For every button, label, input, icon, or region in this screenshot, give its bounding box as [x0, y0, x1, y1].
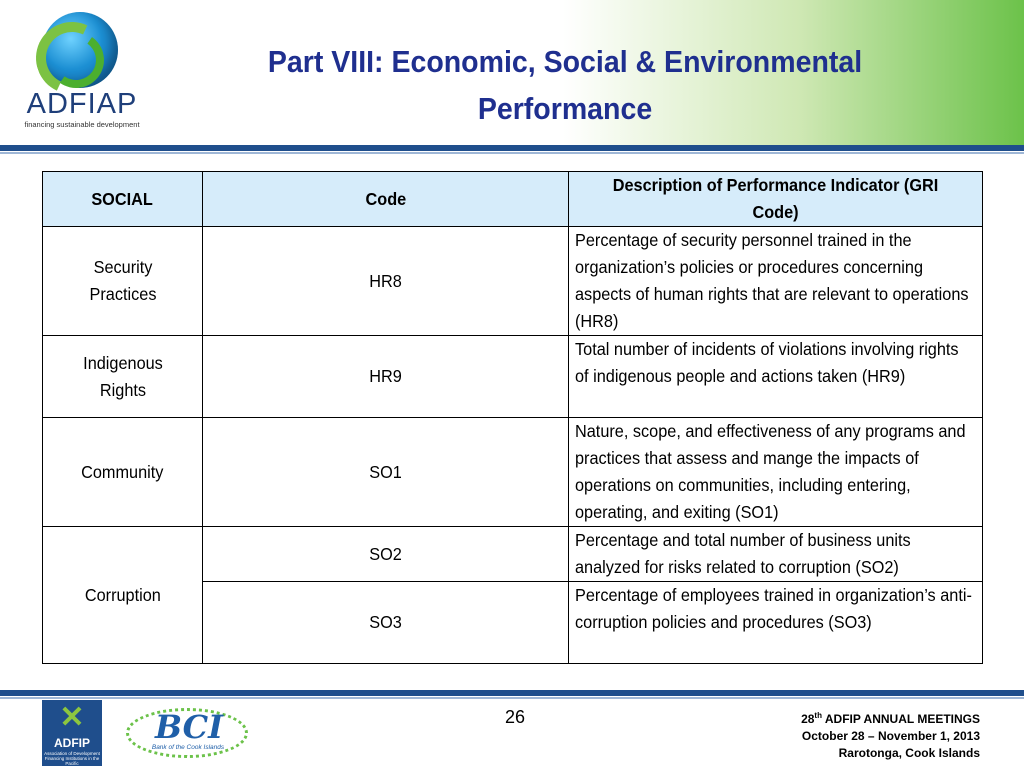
- meeting-title: 28th ADFIP ANNUAL MEETINGS: [801, 711, 980, 726]
- header-divider-thin: [0, 152, 1024, 154]
- code-cell: HR9: [203, 336, 569, 418]
- bci-logo-subtext: Bank of the Cook Islands: [151, 744, 225, 751]
- page-number: 26: [504, 707, 526, 727]
- table-row: [43, 227, 983, 336]
- column-header-code: Code: [203, 172, 569, 227]
- column-header-description: Description of Performance Indicator (GRI Code): [569, 172, 983, 227]
- category-cell: Community: [43, 418, 203, 527]
- description-cell: Percentage of employees trained in organization’s anti-corruption policies and procedures (SO3): [569, 582, 983, 664]
- category-cell: Indigenous Rights: [43, 336, 203, 418]
- bci-logo: [126, 704, 250, 760]
- meeting-info: [720, 707, 980, 762]
- meeting-dates: October 28 – November 1, 2013: [801, 729, 980, 743]
- table-row: [43, 418, 983, 527]
- footer-divider-thin: [0, 697, 1024, 699]
- logo-text: ADFIAP: [26, 88, 138, 120]
- code-cell: SO2: [203, 527, 569, 582]
- code-cell: SO3: [203, 582, 569, 664]
- table-row: [43, 336, 983, 418]
- adfip-footer-logo-subtext: Association of Development Financing Institutions in the Pacific: [44, 751, 100, 766]
- column-header-social: SOCIAL: [43, 172, 203, 227]
- table-row: [43, 527, 983, 582]
- logo-tagline: financing sustainable development: [24, 120, 140, 129]
- description-cell: Total number of incidents of violations involving rights of indigenous people and actions taken (HR9): [569, 336, 983, 418]
- description-cell: Nature, scope, and effectiveness of any programs and practices that assess and mange the impacts of operations on communities, including entering, operating, and exiting (SO1): [569, 418, 983, 527]
- description-cell: Percentage of security personnel trained in the organization’s policies or procedures concerning aspects of human rights that are relevant to operations (HR8): [569, 227, 983, 336]
- table-header-row: [43, 172, 983, 227]
- performance-indicator-table: [42, 171, 983, 664]
- code-cell: SO1: [203, 418, 569, 527]
- category-cell: Corruption: [43, 527, 203, 664]
- adfip-footer-logo-text: ADFIP: [54, 736, 90, 750]
- footer-divider: [0, 690, 1024, 696]
- adfip-footer-logo: [42, 700, 102, 766]
- title-line-1: Part VIII: Economic, Social & Environmental: [267, 44, 863, 79]
- bci-logo-text: BCI: [154, 708, 224, 746]
- title-line-2: Performance: [477, 91, 653, 126]
- adfip-x-mark-icon: ✕: [59, 701, 85, 734]
- page-title: [211, 38, 919, 132]
- code-cell: HR8: [203, 227, 569, 336]
- adfiap-logo: [18, 12, 146, 130]
- description-cell: Percentage and total number of business units analyzed for risks related to corruption (SO2): [569, 527, 983, 582]
- meeting-location: Rarotonga, Cook Islands: [838, 746, 980, 760]
- header-divider: [0, 145, 1024, 151]
- category-cell: Security Practices: [43, 227, 203, 336]
